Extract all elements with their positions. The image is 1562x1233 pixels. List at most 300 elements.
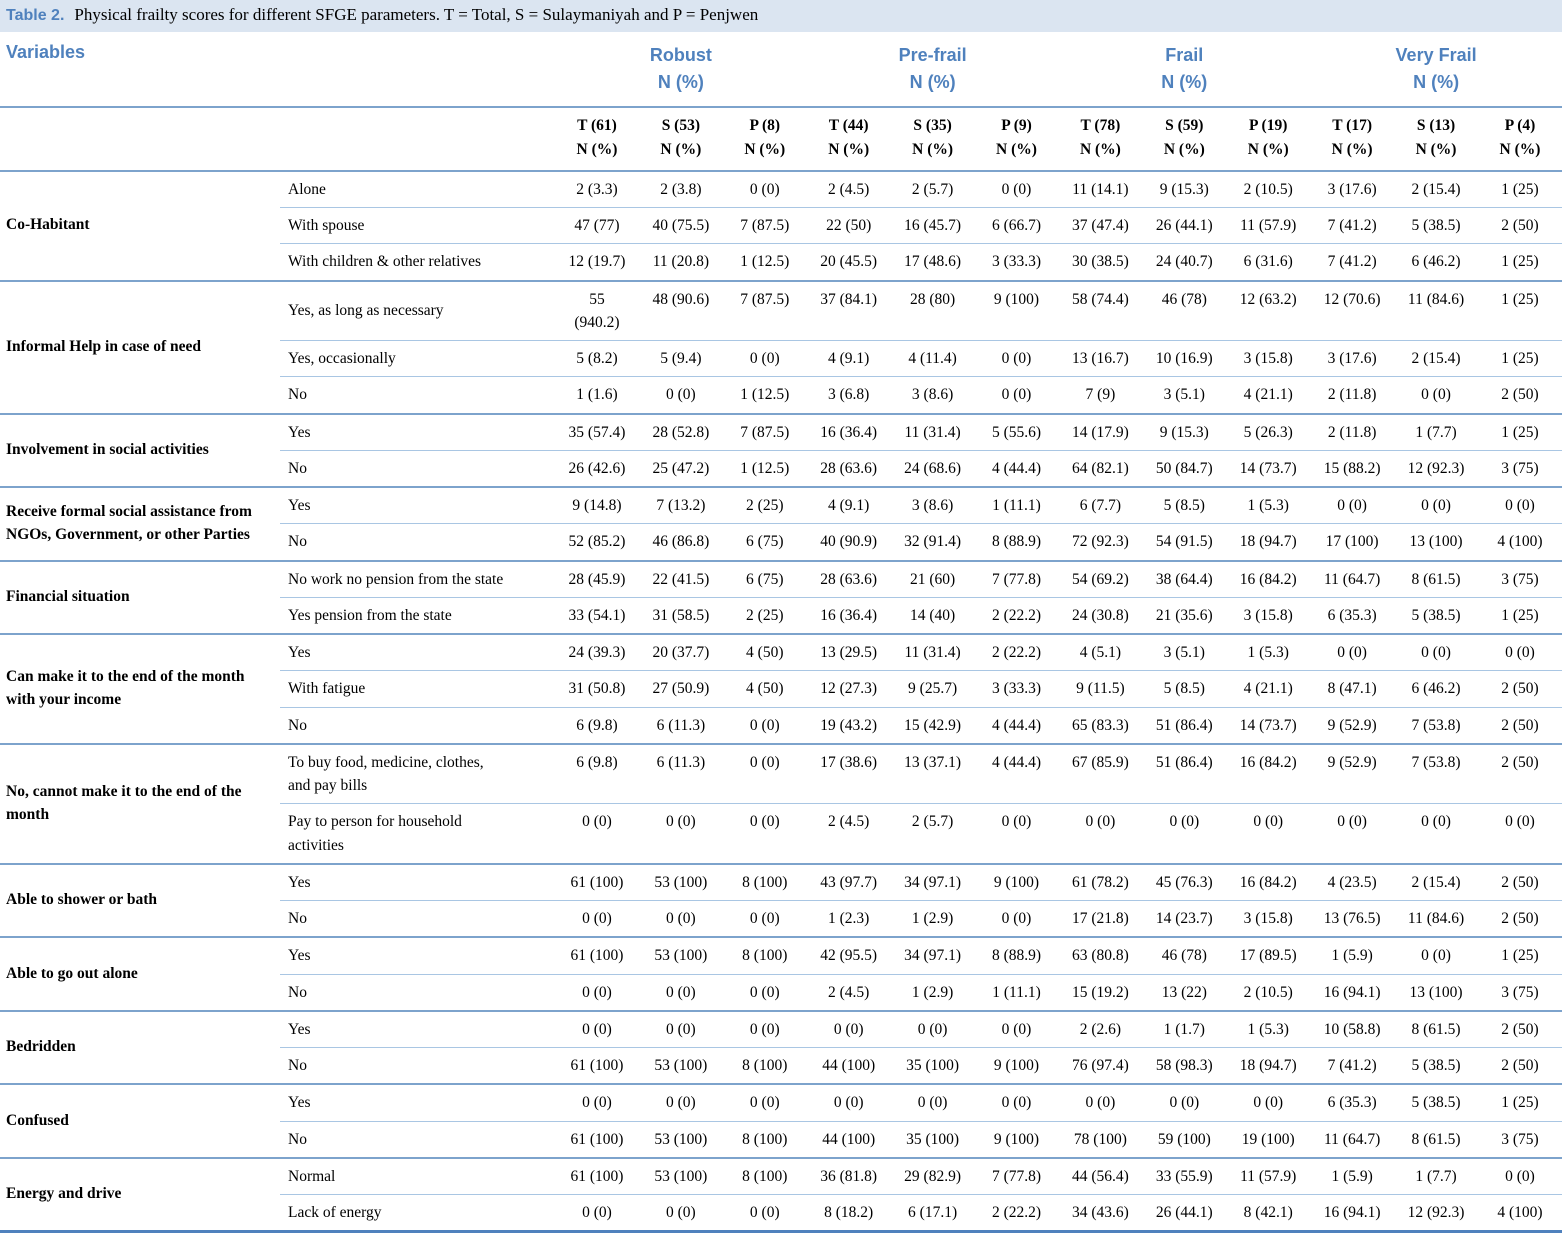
row-label: Yes (280, 634, 555, 671)
value-prefrail-t: 0 (0) (807, 1011, 891, 1048)
value-robust-t: 33 (54.1) (555, 597, 639, 634)
column-header-prefrail-s: S (35) N (%) (891, 107, 975, 171)
value-robust-t: 31 (50.8) (555, 671, 639, 707)
value-robust-t: 0 (0) (555, 1011, 639, 1048)
value-prefrail-p: 9 (100) (975, 864, 1059, 901)
value-robust-t: 9 (14.8) (555, 487, 639, 524)
value-veryfrail-t: 1 (5.9) (1310, 937, 1394, 974)
value-robust-t: 5 (8.2) (555, 341, 639, 377)
value-robust-s: 6 (11.3) (639, 744, 723, 804)
value-robust-s: 22 (41.5) (639, 561, 723, 598)
value-frail-s: 10 (16.9) (1142, 341, 1226, 377)
value-veryfrail-s: 13 (100) (1394, 524, 1478, 561)
value-veryfrail-s: 0 (0) (1394, 634, 1478, 671)
value-frail-s: 46 (78) (1142, 937, 1226, 974)
row-label: Normal (280, 1158, 555, 1195)
value-robust-p: 0 (0) (723, 901, 807, 938)
value-veryfrail-t: 1 (5.9) (1310, 1158, 1394, 1195)
value-prefrail-s: 11 (31.4) (891, 414, 975, 451)
row-label: Yes (280, 1011, 555, 1048)
row-label: Yes pension from the state (280, 597, 555, 634)
value-prefrail-t: 2 (4.5) (807, 171, 891, 208)
value-frail-s: 0 (0) (1142, 804, 1226, 864)
value-frail-s: 24 (40.7) (1142, 244, 1226, 281)
value-veryfrail-p: 1 (25) (1478, 937, 1562, 974)
column-header-veryfrail-t: T (17) N (%) (1310, 107, 1394, 171)
blank-header-cell (0, 107, 555, 171)
value-prefrail-s: 24 (68.6) (891, 450, 975, 487)
value-veryfrail-s: 0 (0) (1394, 937, 1478, 974)
value-prefrail-s: 34 (97.1) (891, 937, 975, 974)
value-veryfrail-t: 4 (23.5) (1310, 864, 1394, 901)
table-row (0, 1084, 1562, 1121)
value-prefrail-s: 35 (100) (891, 1121, 975, 1158)
value-veryfrail-t: 16 (94.1) (1310, 1195, 1394, 1232)
value-robust-s: 27 (50.9) (639, 671, 723, 707)
value-veryfrail-p: 1 (25) (1478, 597, 1562, 634)
value-prefrail-t: 16 (36.4) (807, 414, 891, 451)
value-frail-s: 3 (5.1) (1142, 634, 1226, 671)
value-prefrail-t: 44 (100) (807, 1121, 891, 1158)
value-frail-p: 3 (15.8) (1226, 901, 1310, 938)
value-veryfrail-s: 1 (7.7) (1394, 1158, 1478, 1195)
value-prefrail-s: 28 (80) (891, 281, 975, 341)
value-prefrail-t: 4 (9.1) (807, 341, 891, 377)
value-frail-s: 1 (1.7) (1142, 1011, 1226, 1048)
value-veryfrail-t: 16 (94.1) (1310, 974, 1394, 1011)
value-frail-p: 0 (0) (1226, 1084, 1310, 1121)
value-prefrail-t: 44 (100) (807, 1048, 891, 1085)
value-frail-p: 1 (5.3) (1226, 1011, 1310, 1048)
value-veryfrail-s: 8 (61.5) (1394, 561, 1478, 598)
value-frail-s: 21 (35.6) (1142, 597, 1226, 634)
value-prefrail-p: 7 (77.8) (975, 1158, 1059, 1195)
value-prefrail-p: 1 (11.1) (975, 487, 1059, 524)
value-prefrail-s: 35 (100) (891, 1048, 975, 1085)
value-frail-t: 17 (21.8) (1058, 901, 1142, 938)
row-label: Lack of energy (280, 1195, 555, 1232)
value-prefrail-t: 3 (6.8) (807, 377, 891, 414)
value-robust-t: 47 (77) (555, 208, 639, 244)
value-frail-p: 4 (21.1) (1226, 377, 1310, 414)
row-label: No (280, 901, 555, 938)
table-body (0, 171, 1562, 1232)
value-veryfrail-t: 17 (100) (1310, 524, 1394, 561)
column-header-robust-t: T (61) N (%) (555, 107, 639, 171)
value-frail-t: 65 (83.3) (1058, 707, 1142, 744)
row-label: No (280, 450, 555, 487)
value-robust-s: 20 (37.7) (639, 634, 723, 671)
variable-able-to-shower-or-bath: Able to shower or bath (0, 864, 280, 938)
value-veryfrail-t: 10 (58.8) (1310, 1011, 1394, 1048)
value-robust-s: 53 (100) (639, 1048, 723, 1085)
value-veryfrail-s: 2 (15.4) (1394, 171, 1478, 208)
group-label: Frail (1165, 44, 1204, 65)
value-veryfrail-t: 9 (52.9) (1310, 707, 1394, 744)
value-prefrail-t: 28 (63.6) (807, 450, 891, 487)
value-veryfrail-t: 8 (47.1) (1310, 671, 1394, 707)
column-header-prefrail-p: P (9) N (%) (975, 107, 1059, 171)
value-robust-t: 6 (9.8) (555, 707, 639, 744)
value-frail-p: 16 (84.2) (1226, 561, 1310, 598)
value-prefrail-t: 36 (81.8) (807, 1158, 891, 1195)
value-robust-t: 0 (0) (555, 804, 639, 864)
variable-co-habitant: Co-Habitant (0, 171, 280, 281)
group-unit: N (%) (1161, 71, 1208, 92)
table-row (0, 634, 1562, 671)
column-header-veryfrail-s: S (13) N (%) (1394, 107, 1478, 171)
value-prefrail-p: 0 (0) (975, 1084, 1059, 1121)
value-prefrail-s: 6 (17.1) (891, 1195, 975, 1232)
variable-bedridden: Bedridden (0, 1011, 280, 1085)
value-robust-p: 8 (100) (723, 937, 807, 974)
value-prefrail-p: 7 (77.8) (975, 561, 1059, 598)
table-row (0, 1011, 1562, 1048)
value-frail-s: 26 (44.1) (1142, 1195, 1226, 1232)
value-robust-s: 11 (20.8) (639, 244, 723, 281)
value-veryfrail-s: 7 (53.8) (1394, 744, 1478, 804)
value-frail-t: 24 (30.8) (1058, 597, 1142, 634)
group-header-very-frail (1310, 32, 1562, 107)
value-prefrail-t: 13 (29.5) (807, 634, 891, 671)
value-frail-s: 5 (8.5) (1142, 671, 1226, 707)
value-veryfrail-s: 2 (15.4) (1394, 864, 1478, 901)
row-label: Yes (280, 864, 555, 901)
value-veryfrail-s: 1 (7.7) (1394, 414, 1478, 451)
value-frail-p: 0 (0) (1226, 804, 1310, 864)
value-robust-t: 35 (57.4) (555, 414, 639, 451)
variable-can-make-it-to-the-end-of-the-month-with-your-income: Can make it to the end of the month with your income (0, 634, 280, 744)
value-robust-p: 8 (100) (723, 1158, 807, 1195)
value-prefrail-s: 13 (37.1) (891, 744, 975, 804)
value-veryfrail-s: 7 (53.8) (1394, 707, 1478, 744)
value-veryfrail-p: 0 (0) (1478, 1158, 1562, 1195)
value-frail-p: 1 (5.3) (1226, 634, 1310, 671)
value-veryfrail-s: 12 (92.3) (1394, 450, 1478, 487)
value-frail-s: 26 (44.1) (1142, 208, 1226, 244)
column-header-robust-p: P (8) N (%) (723, 107, 807, 171)
value-robust-s: 28 (52.8) (639, 414, 723, 451)
value-robust-s: 0 (0) (639, 901, 723, 938)
row-label: No (280, 377, 555, 414)
value-frail-t: 37 (47.4) (1058, 208, 1142, 244)
value-robust-s: 0 (0) (639, 1011, 723, 1048)
value-robust-p: 7 (87.5) (723, 281, 807, 341)
value-robust-p: 6 (75) (723, 561, 807, 598)
value-veryfrail-s: 6 (46.2) (1394, 671, 1478, 707)
value-veryfrail-t: 3 (17.6) (1310, 171, 1394, 208)
value-robust-s: 53 (100) (639, 1121, 723, 1158)
value-robust-t: 24 (39.3) (555, 634, 639, 671)
row-label: With spouse (280, 208, 555, 244)
value-frail-p: 19 (100) (1226, 1121, 1310, 1158)
value-prefrail-t: 0 (0) (807, 1084, 891, 1121)
value-veryfrail-s: 11 (84.6) (1394, 901, 1478, 938)
value-prefrail-s: 14 (40) (891, 597, 975, 634)
value-robust-s: 0 (0) (639, 804, 723, 864)
table-header (0, 32, 1562, 171)
value-frail-s: 54 (91.5) (1142, 524, 1226, 561)
value-robust-t: 28 (45.9) (555, 561, 639, 598)
value-veryfrail-s: 12 (92.3) (1394, 1195, 1478, 1232)
value-frail-p: 2 (10.5) (1226, 171, 1310, 208)
value-prefrail-p: 3 (33.3) (975, 671, 1059, 707)
value-frail-p: 12 (63.2) (1226, 281, 1310, 341)
value-robust-t: 61 (100) (555, 937, 639, 974)
row-label: With fatigue (280, 671, 555, 707)
row-label: Yes (280, 937, 555, 974)
value-robust-t: 52 (85.2) (555, 524, 639, 561)
value-frail-s: 38 (64.4) (1142, 561, 1226, 598)
value-robust-s: 7 (13.2) (639, 487, 723, 524)
value-frail-t: 14 (17.9) (1058, 414, 1142, 451)
value-robust-s: 2 (3.8) (639, 171, 723, 208)
value-veryfrail-t: 12 (70.6) (1310, 281, 1394, 341)
value-robust-s: 6 (11.3) (639, 707, 723, 744)
value-veryfrail-p: 1 (25) (1478, 171, 1562, 208)
value-frail-p: 1 (5.3) (1226, 487, 1310, 524)
variable-confused: Confused (0, 1084, 280, 1158)
row-label: No (280, 974, 555, 1011)
table-row (0, 1158, 1562, 1195)
value-prefrail-p: 4 (44.4) (975, 707, 1059, 744)
value-prefrail-t: 4 (9.1) (807, 487, 891, 524)
value-veryfrail-t: 2 (11.8) (1310, 377, 1394, 414)
value-veryfrail-s: 5 (38.5) (1394, 1084, 1478, 1121)
value-frail-t: 0 (0) (1058, 804, 1142, 864)
value-frail-p: 8 (42.1) (1226, 1195, 1310, 1232)
value-prefrail-p: 8 (88.9) (975, 524, 1059, 561)
value-veryfrail-p: 3 (75) (1478, 1121, 1562, 1158)
value-frail-s: 5 (8.5) (1142, 487, 1226, 524)
value-prefrail-t: 12 (27.3) (807, 671, 891, 707)
value-frail-p: 11 (57.9) (1226, 208, 1310, 244)
group-unit: N (%) (909, 71, 956, 92)
column-header-veryfrail-p: P (4) N (%) (1478, 107, 1562, 171)
value-veryfrail-s: 0 (0) (1394, 377, 1478, 414)
value-prefrail-p: 0 (0) (975, 171, 1059, 208)
value-frail-t: 6 (7.7) (1058, 487, 1142, 524)
value-frail-s: 9 (15.3) (1142, 414, 1226, 451)
value-frail-p: 14 (73.7) (1226, 450, 1310, 487)
value-prefrail-t: 19 (43.2) (807, 707, 891, 744)
value-veryfrail-p: 0 (0) (1478, 487, 1562, 524)
group-header-frail (1058, 32, 1310, 107)
value-frail-s: 59 (100) (1142, 1121, 1226, 1158)
value-prefrail-t: 22 (50) (807, 208, 891, 244)
value-prefrail-p: 2 (22.2) (975, 634, 1059, 671)
value-frail-p: 11 (57.9) (1226, 1158, 1310, 1195)
value-veryfrail-s: 5 (38.5) (1394, 1048, 1478, 1085)
value-veryfrail-p: 4 (100) (1478, 1195, 1562, 1232)
value-robust-s: 0 (0) (639, 1195, 723, 1232)
row-label: Pay to person for household activities (280, 804, 555, 864)
value-veryfrail-t: 7 (41.2) (1310, 208, 1394, 244)
physical-frailty-table (0, 32, 1562, 1233)
value-robust-p: 7 (87.5) (723, 208, 807, 244)
value-prefrail-p: 9 (100) (975, 281, 1059, 341)
value-veryfrail-t: 0 (0) (1310, 804, 1394, 864)
row-label: Yes (280, 414, 555, 451)
group-label: Pre-frail (898, 44, 967, 65)
value-prefrail-s: 15 (42.9) (891, 707, 975, 744)
group-header-row (0, 32, 1562, 107)
table-row (0, 561, 1562, 598)
value-frail-t: 58 (74.4) (1058, 281, 1142, 341)
value-robust-t: 55 (940.2) (555, 281, 639, 341)
value-frail-t: 0 (0) (1058, 1084, 1142, 1121)
value-prefrail-p: 0 (0) (975, 377, 1059, 414)
value-robust-s: 5 (9.4) (639, 341, 723, 377)
value-robust-s: 48 (90.6) (639, 281, 723, 341)
value-prefrail-t: 2 (4.5) (807, 974, 891, 1011)
table-row (0, 487, 1562, 524)
group-label: Robust (649, 44, 712, 65)
value-frail-t: 63 (80.8) (1058, 937, 1142, 974)
table-row (0, 281, 1562, 341)
value-veryfrail-p: 3 (75) (1478, 450, 1562, 487)
value-robust-t: 61 (100) (555, 1121, 639, 1158)
row-label: No (280, 1121, 555, 1158)
value-prefrail-p: 9 (100) (975, 1121, 1059, 1158)
value-veryfrail-p: 4 (100) (1478, 524, 1562, 561)
value-prefrail-t: 17 (38.6) (807, 744, 891, 804)
column-header-frail-s: S (59) N (%) (1142, 107, 1226, 171)
column-header-frail-t: T (78) N (%) (1058, 107, 1142, 171)
value-robust-s: 53 (100) (639, 864, 723, 901)
value-prefrail-s: 21 (60) (891, 561, 975, 598)
value-prefrail-s: 16 (45.7) (891, 208, 975, 244)
row-label: With children & other relatives (280, 244, 555, 281)
value-frail-s: 50 (84.7) (1142, 450, 1226, 487)
value-prefrail-s: 3 (8.6) (891, 377, 975, 414)
value-prefrail-t: 8 (18.2) (807, 1195, 891, 1232)
value-veryfrail-p: 0 (0) (1478, 634, 1562, 671)
value-frail-t: 61 (78.2) (1058, 864, 1142, 901)
value-veryfrail-p: 2 (50) (1478, 707, 1562, 744)
value-robust-s: 0 (0) (639, 377, 723, 414)
value-frail-p: 3 (15.8) (1226, 597, 1310, 634)
table-row (0, 744, 1562, 804)
value-frail-s: 33 (55.9) (1142, 1158, 1226, 1195)
value-veryfrail-p: 2 (50) (1478, 901, 1562, 938)
value-prefrail-s: 32 (91.4) (891, 524, 975, 561)
value-veryfrail-p: 2 (50) (1478, 1048, 1562, 1085)
value-prefrail-s: 9 (25.7) (891, 671, 975, 707)
value-robust-s: 0 (0) (639, 1084, 723, 1121)
value-prefrail-p: 2 (22.2) (975, 1195, 1059, 1232)
value-prefrail-s: 11 (31.4) (891, 634, 975, 671)
value-prefrail-s: 34 (97.1) (891, 864, 975, 901)
value-prefrail-t: 28 (63.6) (807, 561, 891, 598)
column-header-frail-p: P (19) N (%) (1226, 107, 1310, 171)
value-prefrail-t: 1 (2.3) (807, 901, 891, 938)
value-prefrail-p: 0 (0) (975, 901, 1059, 938)
value-robust-t: 6 (9.8) (555, 744, 639, 804)
value-robust-s: 25 (47.2) (639, 450, 723, 487)
value-robust-p: 6 (75) (723, 524, 807, 561)
table-caption-bar (0, 0, 1562, 32)
value-frail-t: 67 (85.9) (1058, 744, 1142, 804)
group-unit: N (%) (657, 71, 704, 92)
value-frail-t: 15 (19.2) (1058, 974, 1142, 1011)
value-frail-s: 58 (98.3) (1142, 1048, 1226, 1085)
value-prefrail-p: 5 (55.6) (975, 414, 1059, 451)
value-frail-t: 9 (11.5) (1058, 671, 1142, 707)
value-veryfrail-t: 11 (64.7) (1310, 1121, 1394, 1158)
column-header-robust-s: S (53) N (%) (639, 107, 723, 171)
value-robust-t: 61 (100) (555, 1048, 639, 1085)
value-veryfrail-s: 0 (0) (1394, 487, 1478, 524)
value-frail-t: 7 (9) (1058, 377, 1142, 414)
value-prefrail-s: 29 (82.9) (891, 1158, 975, 1195)
value-veryfrail-p: 2 (50) (1478, 671, 1562, 707)
value-frail-s: 14 (23.7) (1142, 901, 1226, 938)
value-robust-p: 0 (0) (723, 171, 807, 208)
value-robust-t: 2 (3.3) (555, 171, 639, 208)
value-frail-p: 16 (84.2) (1226, 864, 1310, 901)
value-veryfrail-p: 2 (50) (1478, 208, 1562, 244)
value-robust-p: 2 (25) (723, 487, 807, 524)
variable-energy-and-drive: Energy and drive (0, 1158, 280, 1232)
value-veryfrail-t: 0 (0) (1310, 487, 1394, 524)
value-robust-p: 4 (50) (723, 634, 807, 671)
value-veryfrail-s: 8 (61.5) (1394, 1121, 1478, 1158)
value-robust-t: 61 (100) (555, 864, 639, 901)
value-robust-t: 0 (0) (555, 1195, 639, 1232)
value-robust-t: 0 (0) (555, 901, 639, 938)
value-veryfrail-p: 2 (50) (1478, 744, 1562, 804)
value-prefrail-p: 0 (0) (975, 341, 1059, 377)
row-label: No (280, 524, 555, 561)
variable-informal-help-in-case-of-need: Informal Help in case of need (0, 281, 280, 414)
value-veryfrail-t: 6 (35.3) (1310, 1084, 1394, 1121)
value-frail-t: 11 (14.1) (1058, 171, 1142, 208)
value-robust-p: 0 (0) (723, 744, 807, 804)
value-robust-p: 0 (0) (723, 1195, 807, 1232)
value-prefrail-s: 3 (8.6) (891, 487, 975, 524)
value-veryfrail-p: 3 (75) (1478, 974, 1562, 1011)
value-robust-p: 0 (0) (723, 707, 807, 744)
value-veryfrail-s: 0 (0) (1394, 804, 1478, 864)
value-prefrail-p: 8 (88.9) (975, 937, 1059, 974)
value-frail-t: 2 (2.6) (1058, 1011, 1142, 1048)
row-label: No (280, 707, 555, 744)
value-veryfrail-s: 6 (46.2) (1394, 244, 1478, 281)
value-frail-p: 4 (21.1) (1226, 671, 1310, 707)
value-prefrail-t: 20 (45.5) (807, 244, 891, 281)
value-robust-s: 53 (100) (639, 937, 723, 974)
value-veryfrail-t: 6 (35.3) (1310, 597, 1394, 634)
value-veryfrail-t: 13 (76.5) (1310, 901, 1394, 938)
value-veryfrail-t: 0 (0) (1310, 634, 1394, 671)
value-prefrail-t: 37 (84.1) (807, 281, 891, 341)
value-veryfrail-t: 2 (11.8) (1310, 414, 1394, 451)
variable-no-cannot-make-it-to-the-end-of-the-month: No, cannot make it to the end of the month (0, 744, 280, 864)
value-veryfrail-t: 7 (41.2) (1310, 1048, 1394, 1085)
value-prefrail-s: 0 (0) (891, 1011, 975, 1048)
value-prefrail-t: 2 (4.5) (807, 804, 891, 864)
value-veryfrail-p: 3 (75) (1478, 561, 1562, 598)
value-robust-p: 0 (0) (723, 974, 807, 1011)
value-veryfrail-p: 1 (25) (1478, 281, 1562, 341)
value-prefrail-s: 2 (5.7) (891, 804, 975, 864)
subheader-row (0, 107, 1562, 171)
value-robust-s: 31 (58.5) (639, 597, 723, 634)
value-prefrail-p: 2 (22.2) (975, 597, 1059, 634)
value-frail-t: 64 (82.1) (1058, 450, 1142, 487)
value-prefrail-t: 16 (36.4) (807, 597, 891, 634)
